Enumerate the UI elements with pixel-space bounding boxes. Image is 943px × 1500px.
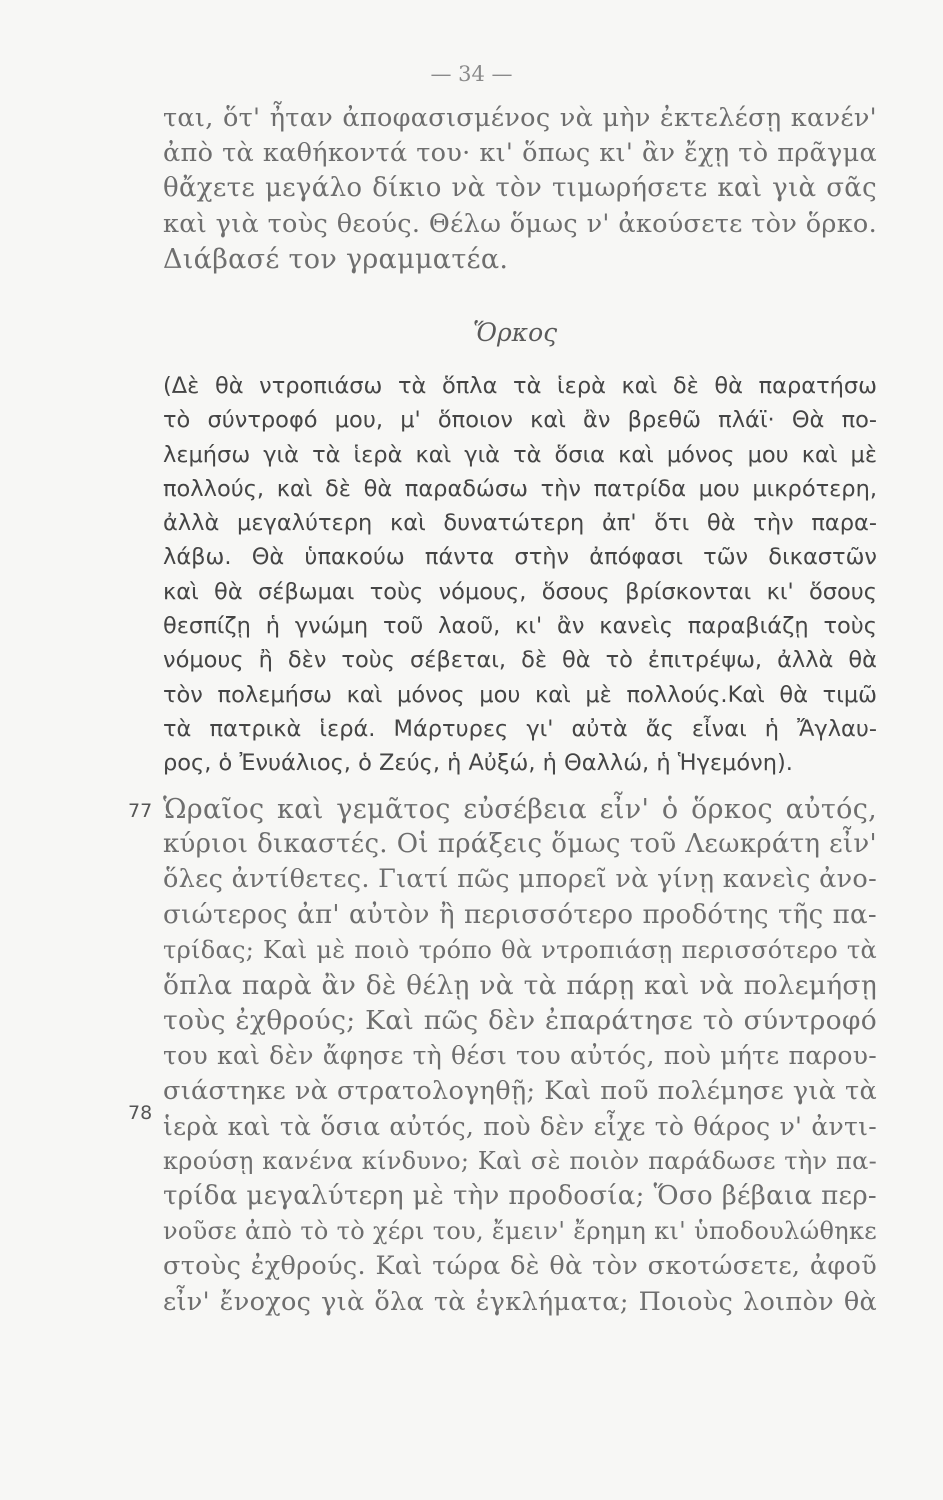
text-line: νοῦσε ἀπὸ τὸ τὸ χέρι του, ἔμειν' ἔρημη κι' ὑποδουλώθηκε: [163, 1217, 877, 1246]
text-line: στοὺς ἐχθρούς. Καὶ τώρα δὲ θὰ τὸν σκοτώσετε, ἀφοῦ: [163, 1251, 877, 1282]
text-line: ἱερὰ καὶ τὰ ὅσια αὐτός, ποὺ δὲν εἶχε τὸ θάρος ν' ἀντι-: [163, 1111, 877, 1141]
text-line: του καὶ δὲν ἄφησε τὴ θέσι του αὐτός, ποὺ μήτε παρου-: [163, 1041, 877, 1071]
text-line: ὅπλα παρὰ ἂν δὲ θέλῃ νὰ τὰ πάρῃ καὶ νὰ πολεμήσῃ: [163, 969, 877, 1001]
text-line: καὶ γιὰ τοὺς θεούς. Θέλω ὅμως ν' ἀκούσετε τὸν ὅρκο.: [163, 208, 877, 239]
section-number-77: 77: [128, 800, 153, 822]
body-paragraph: [163, 792, 877, 1320]
text-line: ρος, ὁ Ἐνυάλιος, ὁ Ζεύς, ἡ Αὐξώ, ἡ Θαλλώ, ἡ Ἡγεμόνη).: [163, 750, 793, 777]
text-line: τὸ σύντροφό μου, μ' ὅποιον καὶ ἂν βρεθῶ πλάϊ· Θὰ πο-: [163, 407, 877, 434]
page-number: — 34 —: [430, 62, 513, 86]
text-line: κρούσῃ κανένα κίνδυνο; Καὶ σὲ ποιὸν παράδωσε τὴν πα-: [163, 1146, 877, 1175]
text-line: ται, ὅτ' ἦταν ἀποφασισμένος νὰ μὴν ἐκτελέσῃ κανέν': [163, 103, 877, 133]
text-line: (Δὲ θὰ ντροπιάσω τὰ ὅπλα τὰ ἱερὰ καὶ δὲ θὰ παρατήσω: [163, 373, 877, 399]
text-line: τὸν πολεμήσω καὶ μόνος μου καὶ μὲ πολλούς.Καὶ θὰ τιμῶ: [163, 681, 877, 708]
oath-heading: Ὅρκος: [472, 318, 558, 347]
text-line: τὰ πατρικὰ ἱερά. Μάρτυρες γι' αὐτὰ ἄς εἶναι ἡ Ἄγλαυ-: [163, 715, 877, 742]
text-line: ὅλες ἀντίθετες. Γιατί πῶς μπορεῖ νὰ γίνῃ κανεὶς ἀνο-: [163, 864, 877, 895]
text-line: λεμήσω γιὰ τὰ ἱερὰ καὶ γιὰ τὰ ὅσια καὶ μόνος μου καὶ μὲ: [163, 441, 877, 468]
text-line: νόμους ἢ δὲν τοὺς σέβεται, δὲ θὰ τὸ ἐπιτρέψω, ἀλλὰ θὰ: [163, 647, 877, 674]
text-line: σιώτερος ἀπ' αὐτὸν ἢ περισσότερο προδότης τῆς πα-: [163, 899, 877, 930]
text-line: ἀλλὰ μεγαλύτερη καὶ δυνατώτερη ἀπ' ὅτι θὰ τὴν παρα-: [163, 510, 877, 537]
text-line: κύριοι δικαστές. Οἱ πράξεις ὅμως τοῦ Λεωκράτη εἶν': [163, 829, 877, 860]
text-line: θἄχετε μεγάλο δίκιο νὰ τὸν τιμωρήσετε καὶ γιὰ σᾶς: [163, 173, 877, 204]
text-line: πολλούς, καὶ δὲ θὰ παραδώσω τὴν πατρίδα μου μικρότερη,: [163, 475, 877, 502]
text-line: θεσπίζῃ ἡ γνώμη τοῦ λαοῦ, κι' ἂν κανεὶς παραβιάζῃ τοὺς: [163, 613, 877, 640]
text-line: λάβω. Θὰ ὑπακούω πάντα στὴν ἀπόφασι τῶν δικαστῶν: [163, 544, 877, 571]
text-line: τοὺς ἐχθρούς; Καὶ πῶς δὲν ἐπαράτησε τὸ σύντροφό: [163, 1005, 877, 1037]
text-line: Ὡραῖος καὶ γεμᾶτος εὐσέβεια εἶν' ὁ ὅρκος αὐτός,: [163, 794, 877, 825]
text-line: καὶ θὰ σέβωμαι τοὺς νόμους, ὅσους βρίσκονται κι' ὅσους: [163, 578, 877, 605]
text-line: τρίδας; Καὶ μὲ ποιὸ τρόπο θὰ ντροπιάσῃ περισσότερο τὰ: [163, 935, 877, 964]
text-line: σιάστηκε νὰ στρατολογηθῇ; Καὶ ποῦ πολέμησε γιὰ τὰ: [163, 1075, 877, 1106]
text-line: τρίδα μεγαλύτερη μὲ τὴν προδοσία; Ὅσο βέβαια περ-: [163, 1181, 877, 1212]
section-number-78: 78: [128, 1102, 153, 1124]
text-line: εἶν' ἔνοχος γιὰ ὅλα τὰ ἐγκλήματα; Ποιοὺς λοιπὸν θὰ: [163, 1286, 877, 1317]
intro-paragraph: [163, 101, 877, 277]
text-line: Διάβασέ τον γραμματέα.: [163, 243, 509, 275]
text-line: ἀπὸ τὰ καθήκοντά του· κι' ὅπως κι' ἂν ἔχῃ τὸ πρᾶγμα: [163, 138, 877, 169]
oath-paragraph: [163, 369, 877, 781]
